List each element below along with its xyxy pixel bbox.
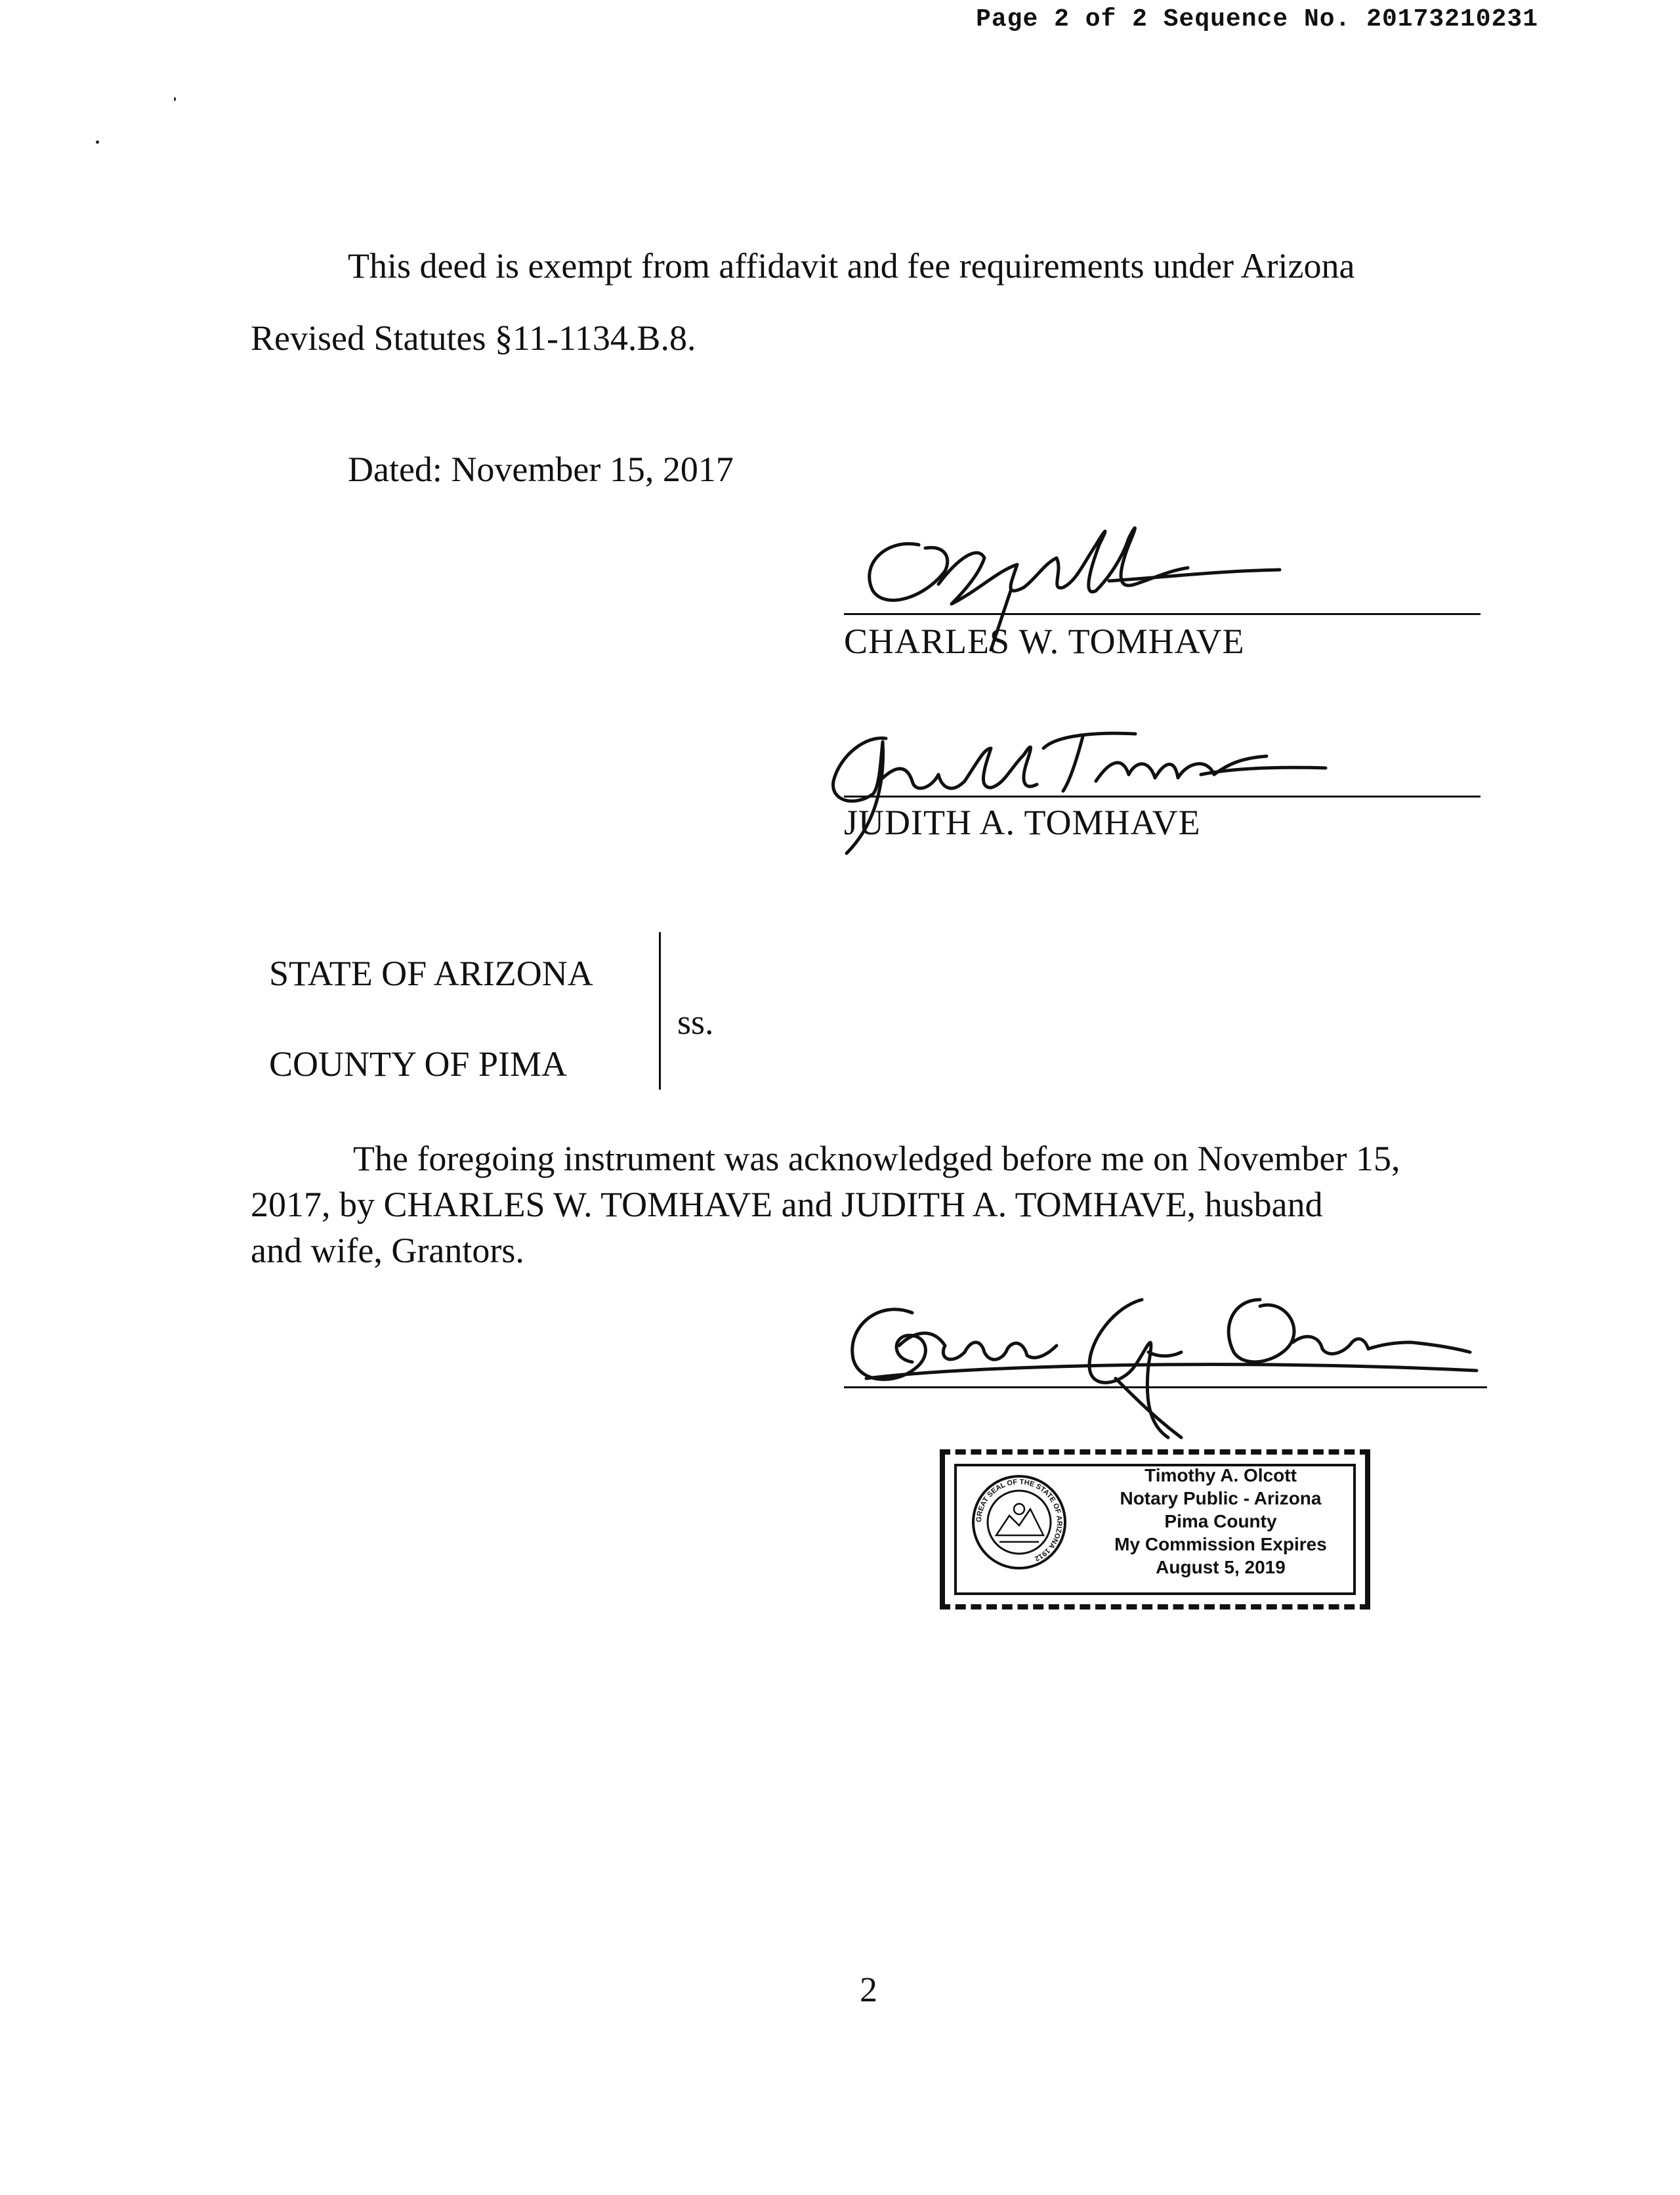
arizona-state-seal bbox=[970, 1473, 1068, 1571]
exemption-line-1: This deed is exempt from affidavit and fee requirements under Arizona bbox=[348, 246, 1355, 286]
venue-state: STATE OF ARIZONA bbox=[269, 954, 593, 993]
notary-county: Pima County bbox=[1164, 1511, 1277, 1531]
notary-commission-label: My Commission Expires bbox=[1114, 1534, 1327, 1554]
page-number: 2 bbox=[860, 1970, 877, 2009]
signature-line-1 bbox=[844, 613, 1480, 615]
acknowledgment-line-3: and wife, Grantors. bbox=[251, 1231, 524, 1270]
notary-signature-line bbox=[844, 1386, 1487, 1388]
scan-speck bbox=[174, 97, 176, 101]
acknowledgment-line-1: The foregoing instrument was acknowledged before me on November 15, bbox=[353, 1139, 1400, 1178]
seal-ring-text: GREAT SEAL OF THE STATE OF ARIZONA 1912 bbox=[975, 1478, 1064, 1563]
venue-county: COUNTY OF PIMA bbox=[269, 1044, 568, 1084]
notary-name: Timothy A. Olcott bbox=[1144, 1465, 1297, 1485]
scan-speck bbox=[96, 140, 99, 144]
notary-expiration: August 5, 2019 bbox=[1156, 1557, 1286, 1577]
notary-stamp-text bbox=[1096, 1464, 1345, 1579]
dated-line: Dated: November 15, 2017 bbox=[348, 450, 734, 489]
signatory-name-judith: JUDITH A. TOMHAVE bbox=[844, 803, 1201, 842]
venue-bracket bbox=[659, 932, 661, 1090]
acknowledgment-line-2: 2017, by CHARLES W. TOMHAVE and JUDITH A. TOMHAVE, husband bbox=[251, 1185, 1323, 1224]
signatory-name-charles: CHARLES W. TOMHAVE bbox=[844, 622, 1245, 661]
notary-stamp bbox=[940, 1449, 1370, 1609]
page-sequence-header: Page 2 of 2 Sequence No. 20173210231 bbox=[976, 5, 1538, 33]
notary-signature bbox=[840, 1287, 1483, 1451]
venue-ss: ss. bbox=[677, 1002, 714, 1042]
exemption-line-2: Revised Statutes §11-1134.B.8. bbox=[251, 318, 696, 358]
notary-title: Notary Public - Arizona bbox=[1120, 1488, 1322, 1508]
signature-line-2 bbox=[844, 796, 1480, 798]
